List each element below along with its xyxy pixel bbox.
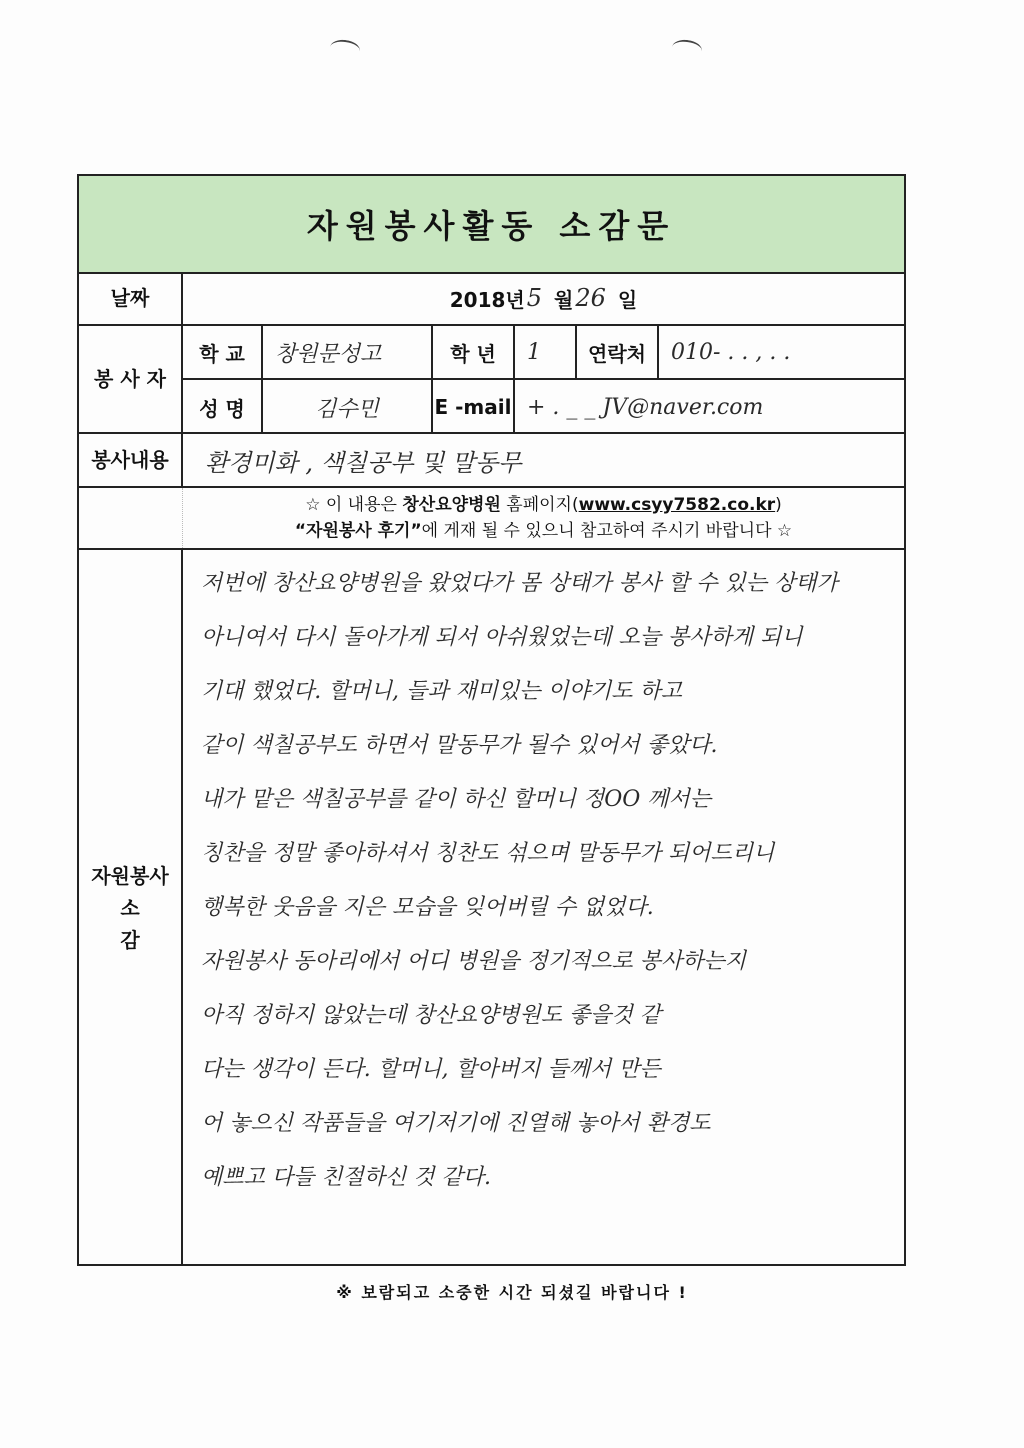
footer-message: ※ 보람되고 소중한 시간 되셨길 바랍니다 ! (336, 1283, 688, 1302)
essay-line: 내가 맡은 색칠공부를 같이 하신 할머니 정OO 께서는 (201, 787, 712, 812)
essay-line: 저번에 창산요양병원을 왔었다가 몸 상태가 봉사 할 수 있는 상태가 (201, 571, 838, 596)
notice-line-2: “자원봉사 후기”에 게재 될 수 있으니 참고하여 주시기 바랍니다 ☆ (294, 521, 793, 541)
date-row (79, 272, 904, 326)
essay-line: 예쁘고 다들 친절하신 것 같다. (201, 1165, 491, 1190)
notice-text (183, 488, 904, 548)
volunteer-label: 봉 사 자 (79, 326, 183, 432)
grade-value: 1 (515, 326, 577, 380)
date-day-unit: 일 (617, 287, 638, 312)
date-value (183, 272, 904, 324)
school-label: 학 교 (183, 326, 263, 380)
review-section-name: “자원봉사 후기” (294, 521, 422, 541)
essay-line: 칭찬을 정말 좋아하셔서 칭찬도 섞으며 말동무가 되어드리니 (201, 841, 775, 866)
essay-line: 기대 했었다. 할머니, 들과 재미있는 이야기도 하고 (201, 679, 682, 704)
date-month-unit: 월 (554, 287, 574, 312)
binder-hole-right (671, 38, 703, 60)
hospital-url: www.csyy7582.co.kr (578, 494, 776, 515)
hospital-name: 창산요양병원 (402, 494, 501, 515)
contact-value: 010- . . , . . (659, 326, 904, 380)
essay-line: 아직 정하지 않았는데 창산요양병원도 좋을것 같 (201, 1003, 662, 1028)
name-value: 김수민 (263, 380, 433, 434)
form-title-bar (79, 176, 904, 274)
essay-text (183, 550, 904, 1266)
essay-line: 어 놓으신 작품들을 여기저기에 진열해 놓아서 환경도 (201, 1111, 711, 1136)
form-title: 자원봉사활동 소감문 (306, 207, 677, 245)
essay-line: 아니여서 다시 돌아가게 되서 아쉬웠었는데 오늘 봉사하게 되니 (201, 625, 803, 650)
name-label: 성 명 (183, 380, 263, 434)
date-month: 5 (526, 284, 543, 312)
notice-row (79, 488, 904, 550)
volunteer-review-form (77, 174, 906, 1266)
contact-label: 연락처 (577, 326, 659, 380)
email-value: + . _ _ JV@naver.com (527, 394, 764, 420)
essay-label: 자원봉사 소 감 (79, 550, 183, 1266)
notice-label-cell (79, 488, 183, 548)
volunteer-row (79, 326, 904, 434)
date-day: 26 (575, 284, 606, 312)
binder-hole-left (329, 38, 361, 60)
grade-label: 학 년 (433, 326, 515, 380)
essay-line: 같이 색칠공부도 하면서 말동무가 될수 있어서 좋았다. (201, 733, 718, 758)
activity-label: 봉사내용 (79, 434, 183, 486)
essay-line: 자원봉사 동아리에서 어디 병원을 정기적으로 봉사하는지 (201, 949, 747, 974)
date-year: 2018년 (449, 287, 525, 312)
essay-line: 다는 생각이 든다. 할머니, 할아버지 들께서 만든 (201, 1057, 661, 1082)
school-value: 창원문성고 (263, 326, 433, 380)
activity-row (79, 434, 904, 488)
essay-line: 행복한 웃음을 지은 모습을 잊어버릴 수 없었다. (201, 895, 654, 920)
email-label: E -mail (433, 380, 515, 434)
notice-line-1: ☆ 이 내용은 창산요양병원 홈페이지(www.csyy7582.co.kr) (305, 494, 782, 515)
essay-row (79, 550, 904, 1266)
activity-value: 환경미화 , 색칠공부 및 말동무 (205, 448, 522, 477)
date-label: 날짜 (79, 272, 183, 324)
